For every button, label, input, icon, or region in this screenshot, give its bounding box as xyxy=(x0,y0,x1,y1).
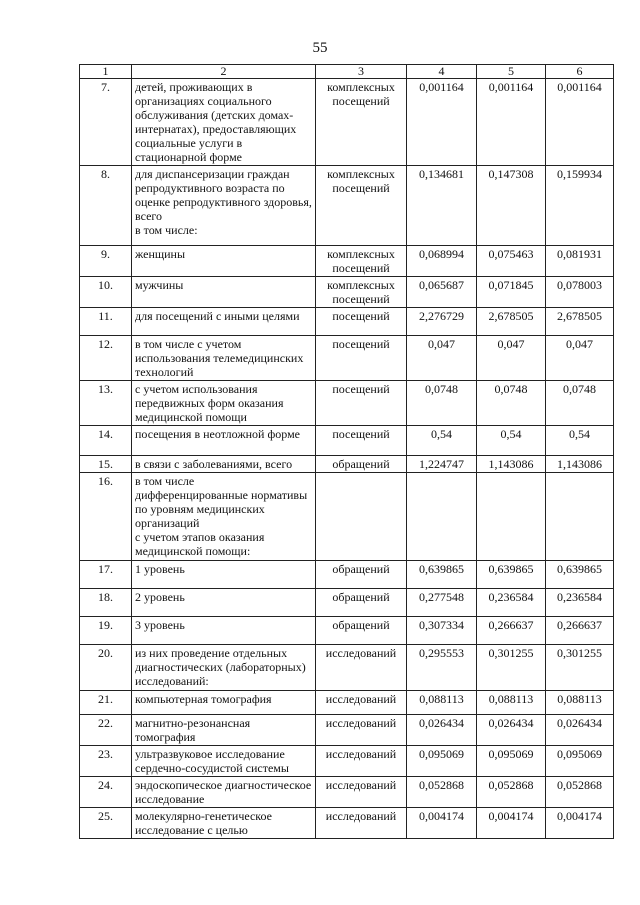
row-unit-cell: комплексных посещений xyxy=(316,166,407,246)
row-name-cell: молекулярно-генетическое исследование с целью xyxy=(132,808,316,839)
row-value-col4: 0,052868 xyxy=(407,777,477,808)
row-unit-cell: посещений xyxy=(316,426,407,456)
header-cell: 2 xyxy=(132,65,316,79)
row-name-cell: ультразвуковое исследование сердечно-сосудистой системы xyxy=(132,746,316,777)
header-cell: 5 xyxy=(477,65,546,79)
table-row xyxy=(80,246,614,277)
row-value-col6: 2,678505 xyxy=(546,308,614,336)
row-value-col6: 0,236584 xyxy=(546,589,614,617)
row-unit-cell: обращений xyxy=(316,561,407,589)
row-name-cell: мужчины xyxy=(132,277,316,308)
table-row xyxy=(80,746,614,777)
row-value-col4: 0,277548 xyxy=(407,589,477,617)
row-value-col4: 0,095069 xyxy=(407,746,477,777)
table-row xyxy=(80,645,614,691)
row-unit-cell: исследований xyxy=(316,777,407,808)
row-value-col6: 0,026434 xyxy=(546,715,614,746)
row-value-col4: 0,047 xyxy=(407,336,477,381)
row-value-col5: 0,071845 xyxy=(477,277,546,308)
row-value-col4: 0,026434 xyxy=(407,715,477,746)
row-number-cell: 8. xyxy=(80,166,132,246)
row-value-col5: 0,639865 xyxy=(477,561,546,589)
row-number-cell: 7. xyxy=(80,79,132,166)
row-value-col6: 0,001164 xyxy=(546,79,614,166)
row-unit-cell: исследований xyxy=(316,691,407,715)
row-unit-cell: комплексных посещений xyxy=(316,79,407,166)
row-number-cell: 11. xyxy=(80,308,132,336)
row-number-cell: 18. xyxy=(80,589,132,617)
row-value-col6: 0,159934 xyxy=(546,166,614,246)
header-cell: 4 xyxy=(407,65,477,79)
row-unit-cell: посещений xyxy=(316,308,407,336)
table-row xyxy=(80,277,614,308)
row-value-col6: 0,047 xyxy=(546,336,614,381)
row-value-col6: 0,078003 xyxy=(546,277,614,308)
row-number-cell: 19. xyxy=(80,617,132,645)
row-value-col6: 0,081931 xyxy=(546,246,614,277)
header-row xyxy=(80,65,614,79)
row-value-col4: 0,001164 xyxy=(407,79,477,166)
row-value-col5: 0,236584 xyxy=(477,589,546,617)
table-row xyxy=(80,473,614,561)
header-cell: 1 xyxy=(80,65,132,79)
row-name-cell: в связи с заболеваниями, всего xyxy=(132,456,316,473)
table-row xyxy=(80,456,614,473)
row-value-col5 xyxy=(477,473,546,561)
table-body xyxy=(80,65,614,839)
table-row xyxy=(80,691,614,715)
row-number-cell: 22. xyxy=(80,715,132,746)
row-value-col4: 0,295553 xyxy=(407,645,477,691)
row-unit-cell: исследований xyxy=(316,645,407,691)
row-unit-cell: исследований xyxy=(316,715,407,746)
row-value-col5: 0,004174 xyxy=(477,808,546,839)
row-value-col6: 0,266637 xyxy=(546,617,614,645)
row-value-col4: 0,068994 xyxy=(407,246,477,277)
row-value-col5: 0,075463 xyxy=(477,246,546,277)
row-unit-cell: посещений xyxy=(316,336,407,381)
row-value-col4: 0,0748 xyxy=(407,381,477,426)
table-row xyxy=(80,166,614,246)
row-number-cell: 12. xyxy=(80,336,132,381)
row-name-cell: детей, проживающих в организациях социального обслуживания (детских домах-интернатах), предоставляющих социальные услуги в стационарной форме xyxy=(132,79,316,166)
row-number-cell: 16. xyxy=(80,473,132,561)
row-value-col5: 0,047 xyxy=(477,336,546,381)
row-value-col5: 0,266637 xyxy=(477,617,546,645)
table-row xyxy=(80,381,614,426)
row-number-cell: 23. xyxy=(80,746,132,777)
row-value-col4: 0,134681 xyxy=(407,166,477,246)
row-value-col5: 2,678505 xyxy=(477,308,546,336)
row-number-cell: 10. xyxy=(80,277,132,308)
row-value-col4: 0,307334 xyxy=(407,617,477,645)
row-name-cell: из них проведение отдельных диагностических (лабораторных) исследований: xyxy=(132,645,316,691)
row-value-col5: 0,095069 xyxy=(477,746,546,777)
table-row xyxy=(80,426,614,456)
row-value-col4: 0,54 xyxy=(407,426,477,456)
row-value-col5: 0,54 xyxy=(477,426,546,456)
row-value-col6: 0,088113 xyxy=(546,691,614,715)
row-name-cell: женщины xyxy=(132,246,316,277)
row-value-col6: 0,0748 xyxy=(546,381,614,426)
row-value-col5: 0,147308 xyxy=(477,166,546,246)
header-cell: 6 xyxy=(546,65,614,79)
row-value-col5: 1,143086 xyxy=(477,456,546,473)
table-row xyxy=(80,808,614,839)
row-value-col5: 0,001164 xyxy=(477,79,546,166)
row-value-col6: 0,004174 xyxy=(546,808,614,839)
row-name-cell: для посещений с иными целями xyxy=(132,308,316,336)
row-unit-cell: обращений xyxy=(316,617,407,645)
row-number-cell: 15. xyxy=(80,456,132,473)
row-value-col6: 1,143086 xyxy=(546,456,614,473)
row-value-col6: 0,095069 xyxy=(546,746,614,777)
row-value-col6 xyxy=(546,473,614,561)
row-unit-cell xyxy=(316,473,407,561)
row-unit-cell: комплексных посещений xyxy=(316,246,407,277)
page-number: 55 xyxy=(312,40,328,56)
row-value-col4: 0,004174 xyxy=(407,808,477,839)
table-row xyxy=(80,589,614,617)
norms-table xyxy=(79,64,614,839)
row-value-col4: 2,276729 xyxy=(407,308,477,336)
row-value-col5: 0,088113 xyxy=(477,691,546,715)
row-value-col6: 0,052868 xyxy=(546,777,614,808)
row-name-cell: эндоскопическое диагностическое исследование xyxy=(132,777,316,808)
row-unit-cell: исследований xyxy=(316,746,407,777)
row-unit-cell: обращений xyxy=(316,589,407,617)
row-name-cell: 3 уровень xyxy=(132,617,316,645)
row-value-col4 xyxy=(407,473,477,561)
row-number-cell: 13. xyxy=(80,381,132,426)
row-name-cell: в том числе дифференцированные нормативы по уровням медицинских организаций с учетом этапов оказания медицинской помощи: xyxy=(132,473,316,561)
row-value-col5: 0,301255 xyxy=(477,645,546,691)
table-row xyxy=(80,336,614,381)
row-name-cell: компьютерная томография xyxy=(132,691,316,715)
table-row xyxy=(80,715,614,746)
row-number-cell: 21. xyxy=(80,691,132,715)
row-value-col4: 1,224747 xyxy=(407,456,477,473)
row-value-col4: 0,088113 xyxy=(407,691,477,715)
row-name-cell: магнитно-резонансная томография xyxy=(132,715,316,746)
row-number-cell: 9. xyxy=(80,246,132,277)
table-row xyxy=(80,777,614,808)
row-value-col5: 0,052868 xyxy=(477,777,546,808)
row-unit-cell: комплексных посещений xyxy=(316,277,407,308)
table-row xyxy=(80,561,614,589)
row-value-col4: 0,065687 xyxy=(407,277,477,308)
row-unit-cell: исследований xyxy=(316,808,407,839)
row-value-col5: 0,0748 xyxy=(477,381,546,426)
row-number-cell: 20. xyxy=(80,645,132,691)
row-value-col5: 0,026434 xyxy=(477,715,546,746)
row-name-cell: для диспансеризации граждан репродуктивного возраста по оценке репродуктивного здоровья, всего в том числе: xyxy=(132,166,316,246)
row-value-col6: 0,301255 xyxy=(546,645,614,691)
header-cell: 3 xyxy=(316,65,407,79)
table-row xyxy=(80,79,614,166)
row-name-cell: 1 уровень xyxy=(132,561,316,589)
row-unit-cell: посещений xyxy=(316,381,407,426)
row-value-col4: 0,639865 xyxy=(407,561,477,589)
table-row xyxy=(80,308,614,336)
table-row xyxy=(80,617,614,645)
row-unit-cell: обращений xyxy=(316,456,407,473)
row-number-cell: 17. xyxy=(80,561,132,589)
row-name-cell: посещения в неотложной форме xyxy=(132,426,316,456)
row-number-cell: 24. xyxy=(80,777,132,808)
row-value-col6: 0,54 xyxy=(546,426,614,456)
row-name-cell: в том числе с учетом использования телемедицинских технологий xyxy=(132,336,316,381)
row-value-col6: 0,639865 xyxy=(546,561,614,589)
row-number-cell: 25. xyxy=(80,808,132,839)
row-name-cell: с учетом использования передвижных форм оказания медицинской помощи xyxy=(132,381,316,426)
row-number-cell: 14. xyxy=(80,426,132,456)
row-name-cell: 2 уровень xyxy=(132,589,316,617)
